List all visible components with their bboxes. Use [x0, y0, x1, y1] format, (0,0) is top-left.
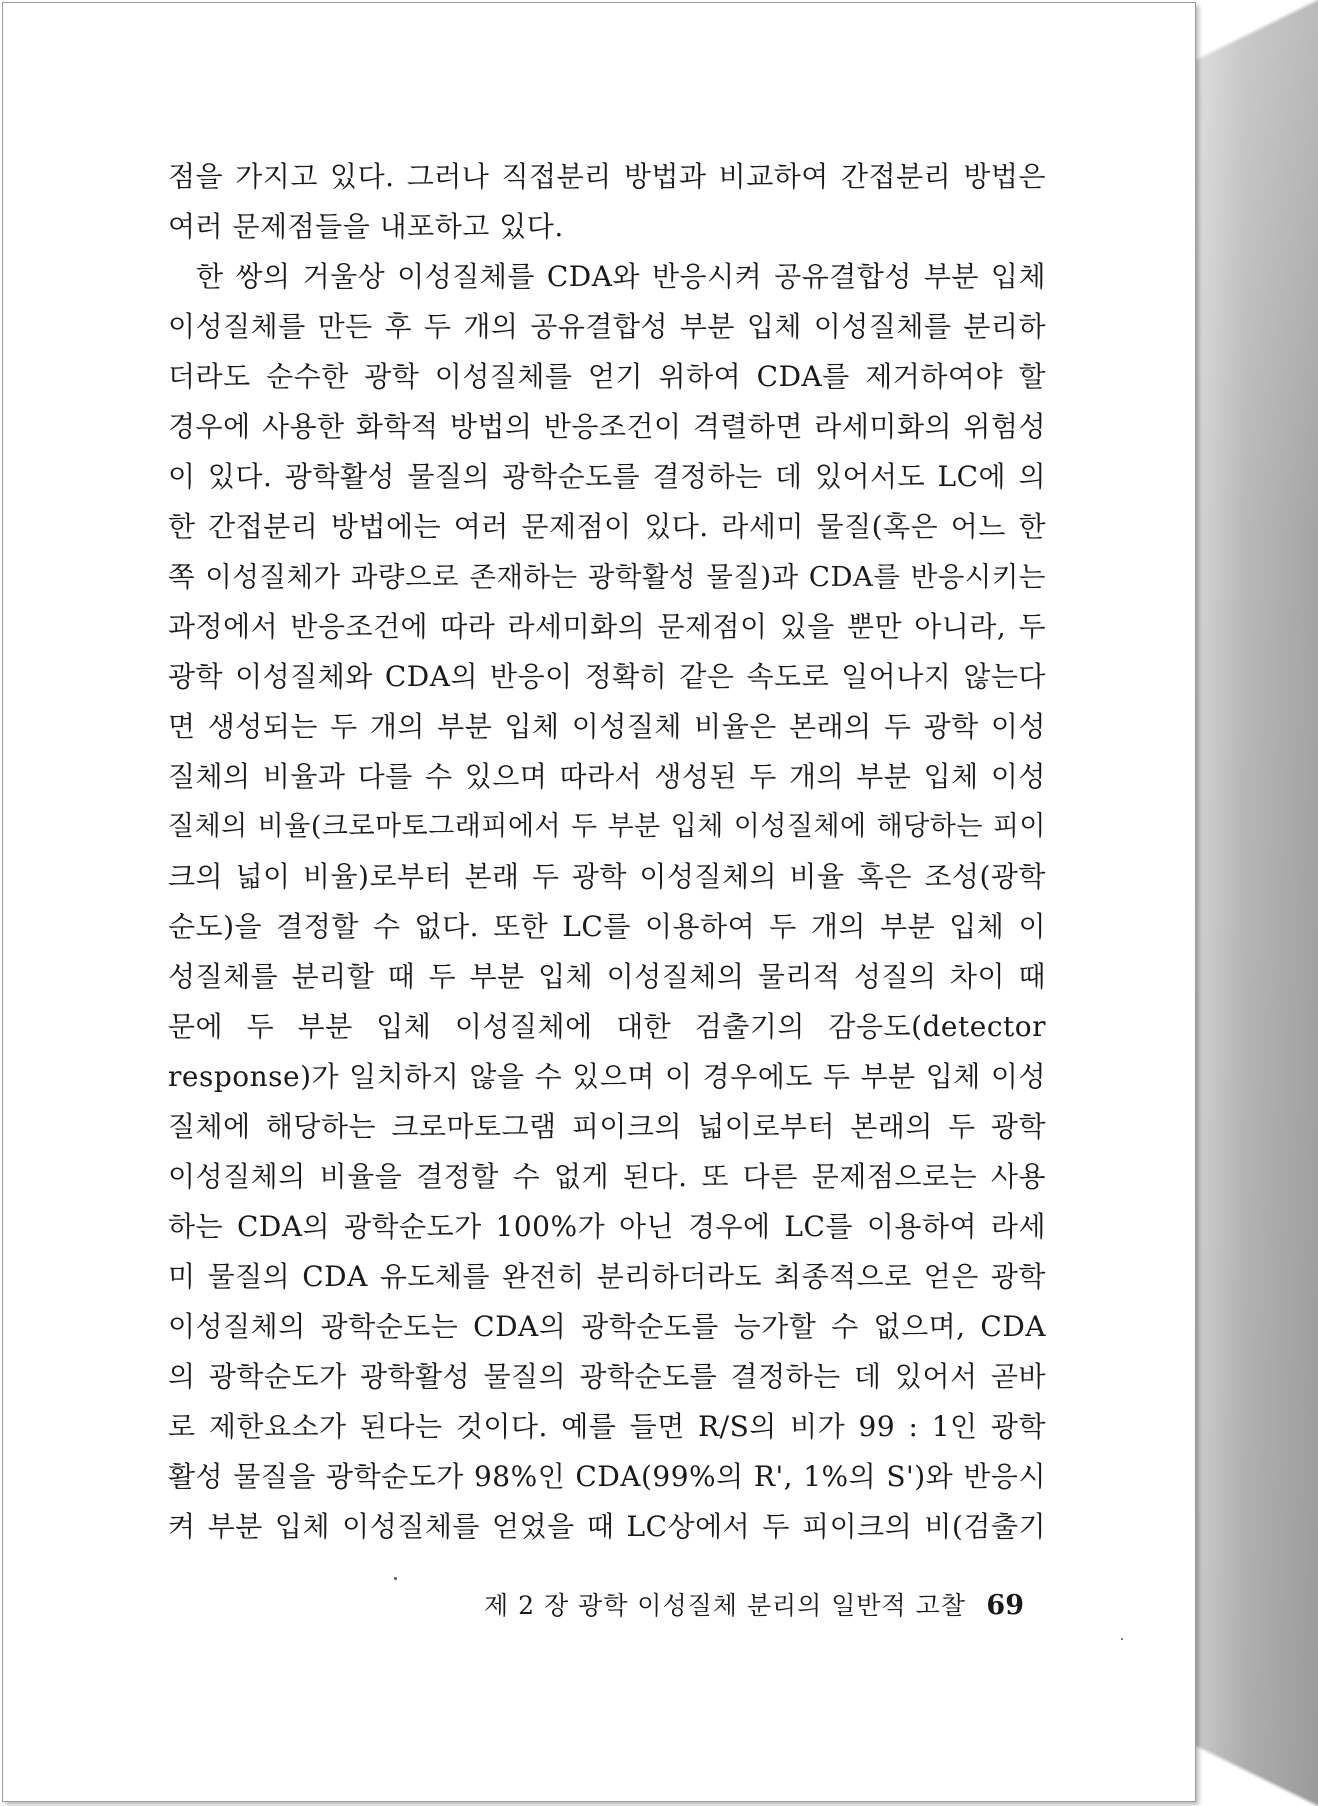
running-footer: [484, 1586, 1024, 1626]
chapter-title: 제 2 장 광학 이성질체 분리의 일반적 고찰: [484, 1591, 966, 1620]
text-line: 활성 물질을 광학순도가 98%인 CDA(99%의 R', 1%의 S')와 반응시: [168, 1460, 1046, 1493]
text-line: 질체의 비율(크로마토그래피에서 두 부분 입체 이성질체에 해당하는 피이: [168, 811, 1046, 842]
text-line: response)가 일치하지 않을 수 있으며 이 경우에도 두 부분 입체 이성: [168, 1060, 1046, 1093]
text-line: 한 간접분리 방법에는 여러 문제점이 있다. 라세미 물질(혹은 어느 한: [168, 510, 1046, 543]
book-edge-shading: [1196, 0, 1318, 1806]
text-line: 순도)을 결정할 수 없다. 또한 LC를 이용하여 두 개의 부분 입체 이: [168, 910, 1046, 943]
text-line: 문에 두 부분 입체 이성질체에 대한 검출기의 감응도(detector: [168, 1010, 1046, 1043]
text-line: 크의 넓이 비율)로부터 본래 두 광학 이성질체의 비율 혹은 조성(광학: [168, 860, 1046, 893]
text-line: 과정에서 반응조건에 따라 라세미화의 문제점이 있을 뿐만 아니라, 두: [168, 610, 1046, 643]
text-line: 광학 이성질체와 CDA의 반응이 정확히 같은 속도로 일어나지 않는다: [168, 660, 1046, 693]
text-line: 하는 CDA의 광학순도가 100%가 아닌 경우에 LC를 이용하여 라세: [168, 1210, 1046, 1243]
text-line: 한 쌍의 거울상 이성질체를 CDA와 반응시켜 공유결합성 부분 입체: [196, 260, 1046, 293]
scan-speck: [394, 1577, 397, 1580]
text-line: 의 광학순도가 광학활성 물질의 광학순도를 결정하는 데 있어서 곧바: [168, 1360, 1046, 1393]
book-top-corner: [1196, 0, 1318, 60]
text-line: 이성질체의 비율을 결정할 수 없게 된다. 또 다른 문제점으로는 사용: [168, 1160, 1046, 1193]
text-line: 더라도 순수한 광학 이성질체를 얻기 위하여 CDA를 제거하여야 할: [168, 360, 1046, 393]
text-line: 면 생성되는 두 개의 부분 입체 이성질체 비율은 본래의 두 광학 이성: [168, 710, 1046, 743]
text-line: 쪽 이성질체가 과량으로 존재하는 광학활성 물질)과 CDA를 반응시키는: [168, 561, 1046, 593]
text-line: 미 물질의 CDA 유도체를 완전히 분리하더라도 최종적으로 얻은 광학: [168, 1260, 1046, 1293]
text-line: 로 제한요소가 된다는 것이다. 예를 들면 R/S의 비가 99 : 1인 광학: [168, 1410, 1046, 1443]
text-line: 켜 부분 입체 이성질체를 얻었을 때 LC상에서 두 피이크의 비(검출기: [168, 1510, 1046, 1543]
body-paragraphs: [168, 152, 1046, 1552]
text-line: 질체의 비율과 다를 수 있으며 따라서 생성된 두 개의 부분 입체 이성: [168, 760, 1046, 793]
page-number: 69: [986, 1590, 1024, 1621]
scan-speck: [1121, 1638, 1123, 1640]
text-line: 이성질체를 만든 후 두 개의 공유결합성 부분 입체 이성질체를 분리하: [168, 310, 1046, 343]
text-line: 점을 가지고 있다. 그러나 직접분리 방법과 비교하여 간접분리 방법은: [168, 160, 1046, 193]
book-bottom-corner: [1196, 1746, 1318, 1806]
text-line: 이성질체의 광학순도는 CDA의 광학순도를 능가할 수 없으며, CDA: [168, 1310, 1046, 1343]
text-line: 경우에 사용한 화학적 방법의 반응조건이 격렬하면 라세미화의 위험성: [168, 410, 1046, 443]
text-line: 성질체를 분리할 때 두 부분 입체 이성질체의 물리적 성질의 차이 때: [168, 960, 1046, 993]
text-line: 여러 문제점들을 내포하고 있다.: [168, 210, 564, 243]
text-line: 이 있다. 광학활성 물질의 광학순도를 결정하는 데 있어서도 LC에 의: [168, 460, 1046, 493]
text-line: 질체에 해당하는 크로마토그램 피이크의 넓이로부터 본래의 두 광학: [168, 1110, 1046, 1143]
